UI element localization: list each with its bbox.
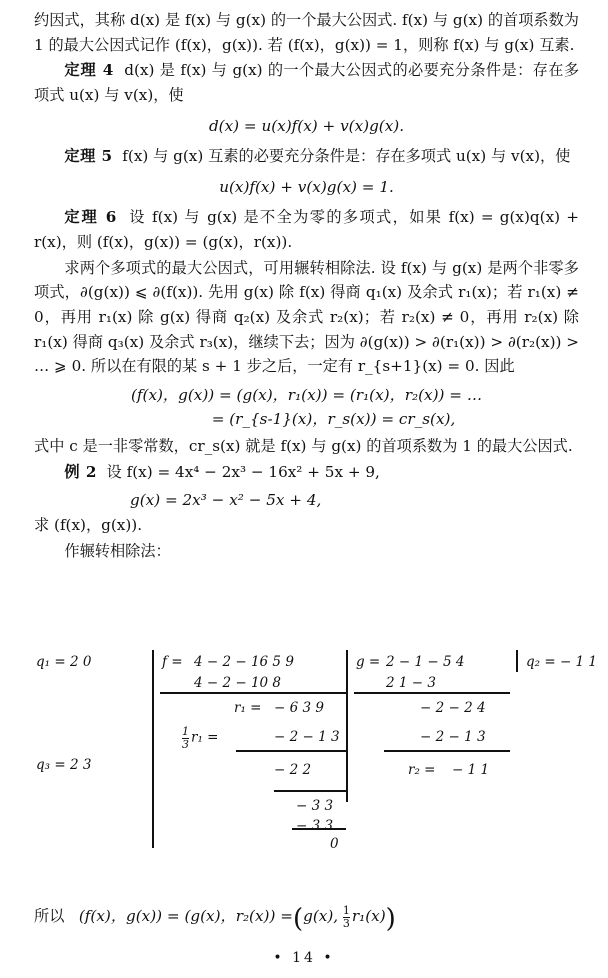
left-row-5-cells: − 3 3 (296, 798, 334, 814)
theorem-6-paragraph (34, 205, 579, 254)
divider-line-middle (346, 650, 348, 802)
conclusion-paren-open: ( (292, 904, 304, 935)
divider-line-right (516, 650, 518, 672)
conclusion-text: (f(x)，g(x)) = (g(x)，r₂(x)) = (78, 907, 293, 926)
fraction-numerator: 1 (182, 725, 189, 738)
page-body (34, 8, 579, 564)
rule-right-2 (384, 750, 510, 752)
theorem-5-label: 定理 5 (64, 147, 113, 166)
theorem-5-text: f(x) 与 g(x) 互素的必要充分条件是：存在多项式 u(x) 与 v(x)，使 (122, 147, 571, 166)
example-2-paragraph (34, 460, 579, 485)
left-row-1-cells: 4 − 2 − 10 8 (194, 675, 282, 691)
paragraph-opening: 约因式，其称 d(x) 是 f(x) 与 g(x) 的一个最大公因式. f(x) 与 g(x) 的首项系数为 1 的最大公因式记作 (f(x)，g(x)). 若 (f(x)，g(x)) = 1，则称 f(x) 与 g(x) 互素. (34, 11, 579, 54)
theorem-4-label: 定理 4 (64, 61, 114, 80)
theorem-5-paragraph (34, 144, 579, 169)
left-row-2-label: r₁ = (234, 700, 262, 716)
example-2-question: 求 (f(x)，g(x)). (34, 515, 143, 534)
conclusion-inner-right: r₁(x) (351, 907, 386, 926)
right-row-0-cells: 2 − 1 − 5 4 (386, 654, 465, 670)
rule-left-1 (160, 692, 346, 694)
euclidean-division-table (34, 650, 598, 895)
right-row-3-cells: − 2 − 1 3 (420, 729, 486, 745)
quotient-q1: q₁ = 2 0 (36, 654, 92, 670)
euclidean-algorithm-paragraph: 求两个多项式的最大公因式，可用辗转相除法. 设 f(x) 与 g(x) 是两个非零多项式，∂(g(x)) ⩽ ∂(f(x)). 先用 g(x) 除 f(x) 得商 q₁(x) 及余式 r₁(x)；若 r₁(x) ≠ 0，再用 r₁(x) 除 g(x) 得商 q₂(x) 及余式 r₂(x)；若 r₂(x) ≠ 0，再用 r₂(x) 除 r₁(x) 得商 q₃(x) 及余式 r₃(x)，继续下去；因为 ∂(g(x)) > ∂(r₁(x)) > ∂(r₂(x)) > … ⩾ 0. 所以在有限的某 s + 1 步之后，一定有 r_{s+1}(x) = 0. 因此 (34, 258, 579, 376)
rule-left-2 (236, 750, 346, 752)
divider-line-left (152, 650, 154, 848)
right-row-0-label: g = (356, 654, 381, 670)
theorem-6-label: 定理 6 (64, 208, 117, 227)
left-row-3-cells: − 2 − 1 3 (274, 729, 340, 745)
theorem-4-text: d(x) 是 f(x) 与 g(x) 的一个最大公因式的必要充分条件是：存在多项式 u(x) 与 v(x)，使 (34, 61, 580, 104)
left-row-3-label (182, 726, 218, 750)
quotient-q3: q₃ = 2 3 (36, 757, 92, 773)
example-2-gx: g(x) = 2x³ − x² − 5x + 4, (130, 491, 322, 510)
theorem-4-paragraph (34, 58, 579, 107)
left-row-3-tail: r₁ = (191, 729, 219, 746)
do-euclidean-label: 作辗转相除法： (64, 541, 171, 560)
equation-3-line-1: (f(x)，g(x)) = (g(x)，r₁(x)) = (r₁(x)，r₂(x)) = … (130, 385, 483, 404)
rule-right-1 (354, 692, 510, 694)
right-row-4-cells: − 1 1 (452, 762, 490, 778)
one-third-fraction (182, 726, 189, 750)
left-row-7-cells: 0 (330, 836, 339, 852)
rule-left-3 (274, 790, 346, 792)
right-row-1-cells: 2 1 − 3 (386, 675, 436, 691)
equation-1: d(x) = u(x)f(x) + v(x)g(x). (208, 116, 405, 135)
conclusion-prefix: 所以 (34, 907, 65, 926)
equation-2: u(x)f(x) + v(x)g(x) = 1. (219, 177, 394, 196)
left-row-0-cells: 4 − 2 − 16 5 9 (194, 654, 294, 670)
conclusion-line (34, 904, 579, 935)
example-2-text: 设 f(x) = 4x⁴ − 2x³ − 16x² + 5x + 9, (106, 462, 380, 481)
right-row-4-label: r₂ = (408, 762, 436, 778)
quotient-q2: q₂ = − 1 1 (526, 654, 598, 670)
right-row-2-cells: − 2 − 2 4 (420, 700, 486, 716)
constant-explanation-paragraph: 式中 c 是一非零常数，cr_s(x) 就是 f(x) 与 g(x) 的首项系数为 1 的最大公因式. (34, 437, 573, 455)
conclusion-inner-left: g(x), (303, 907, 339, 926)
left-row-0-label: f = (162, 654, 183, 670)
equation-3 (34, 383, 579, 432)
page-number: • 14 • (273, 950, 335, 966)
conclusion-fraction-numerator: 1 (342, 904, 350, 917)
left-row-6-cells: − 3 3 (296, 818, 334, 834)
equation-3-line-2: = (r_{s-1}(x)，r_s(x)) = cr_s(x), (211, 410, 456, 429)
conclusion-fraction-denominator: 3 (342, 916, 350, 930)
conclusion-paren-close: ) (385, 904, 396, 935)
example-2-label: 例 2 (64, 462, 97, 481)
left-row-4-cells: − 2 2 (274, 762, 312, 778)
conclusion-fraction (343, 905, 350, 929)
left-row-2-cells: − 6 3 9 (274, 700, 324, 716)
theorem-6-text: 设 f(x) 与 g(x) 是不全为零的多项式，如果 f(x) = g(x)q(x) + r(x)，则 (f(x)，g(x)) = (g(x)，r(x)). (34, 208, 579, 251)
fraction-denominator: 3 (182, 737, 189, 751)
